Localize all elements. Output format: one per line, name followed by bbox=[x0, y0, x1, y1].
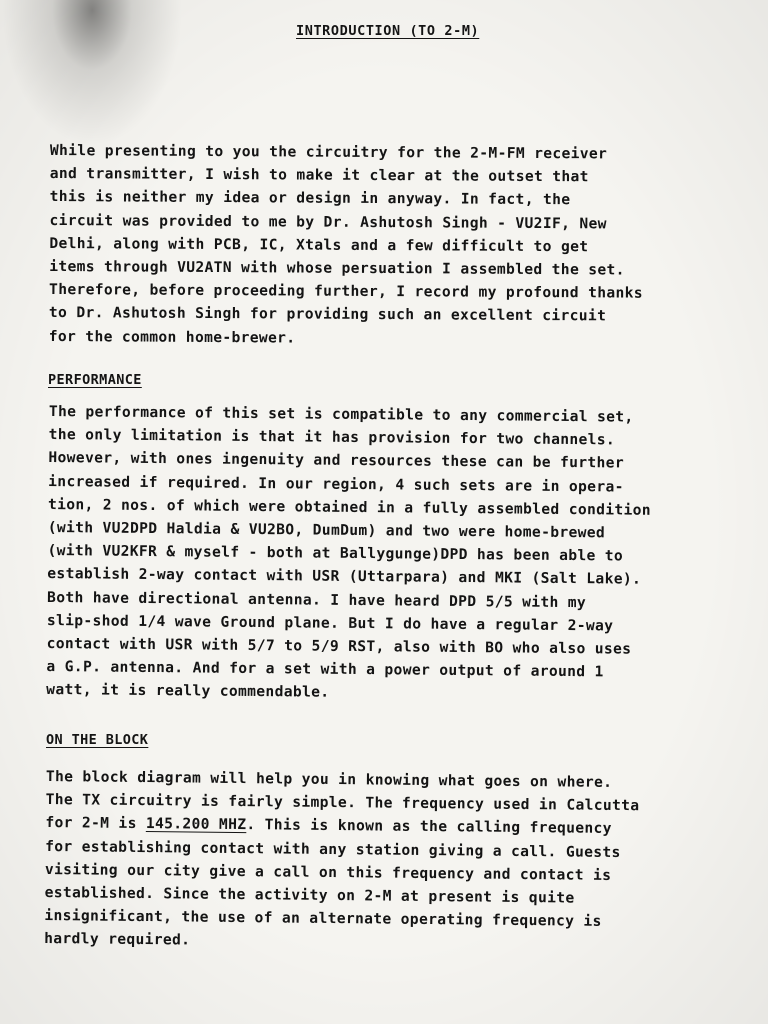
text-line: Delhi, along with PCB, IC, Xtals and a few difficult to get bbox=[49, 234, 589, 256]
text-line: this is neither my idea or design in anyway. In fact, the bbox=[49, 188, 571, 209]
text-line: established. Since the activity on 2-M at present is quite bbox=[44, 884, 575, 907]
page-title: INTRODUCTION (TO 2-M) bbox=[296, 23, 480, 39]
text-line: Both have directional antenna. I have heard DPD 5/5 with my bbox=[47, 588, 587, 611]
text-line: contact with USR with 5/7 to 5/9 RST, also with BO who also uses bbox=[46, 635, 632, 658]
text-segment: for 2-M is bbox=[45, 814, 146, 833]
text-line: the only limitation is that it has provision for two channels. bbox=[48, 426, 616, 449]
text-line: for the common home-brewer. bbox=[48, 327, 296, 347]
text-line: increased if required. In our region, 4 such sets are in opera- bbox=[48, 472, 624, 496]
text-line: items through VU2ATN with whose persuation I assembled the set. bbox=[49, 258, 625, 279]
text-line: While presenting to you the circuitry for the 2-M-FM receiver bbox=[49, 141, 608, 163]
on-the-block-heading: ON THE BLOCK bbox=[46, 732, 149, 748]
text-line: hardly required. bbox=[44, 930, 191, 949]
text-segment: . This is known as the calling frequency bbox=[246, 816, 612, 838]
text-line: and transmitter, I wish to make it clear at the outset that bbox=[49, 165, 589, 186]
text-line: watt, it is really commendable. bbox=[46, 681, 330, 702]
text-line: slip-shod 1/4 wave Ground plane. But I do have a regular 2-way bbox=[46, 611, 614, 635]
text-line: establish 2-way contact with USR (Uttarpara) and MKI (Salt Lake). bbox=[47, 565, 642, 589]
text-line: tion, 2 nos. of which were obtained in a fully assembled condition bbox=[47, 495, 652, 519]
performance-paragraph bbox=[46, 400, 749, 708]
text-line: (with VU2KFR & myself - both at Ballygunge)DPD has been able to bbox=[47, 542, 624, 565]
on-the-block-paragraph bbox=[44, 765, 746, 958]
text-line: for establishing contact with any station giving a call. Guests bbox=[45, 837, 621, 861]
text-line: Therefore, before proceeding further, I record my profound thanks bbox=[49, 281, 643, 302]
text-line: The block diagram will help you in knowing what goes on where. bbox=[45, 767, 613, 791]
text-line: a G.P. antenna. And for a set with a power output of around 1 bbox=[46, 658, 604, 681]
text-line: circuit was provided to me by Dr. Ashutosh Singh - VU2IF, New bbox=[49, 211, 607, 233]
text-line: (with VU2DPD Haldia & VU2BO, DumDum) and two were home-brewed bbox=[47, 519, 606, 542]
intro-paragraph bbox=[49, 139, 750, 352]
performance-heading: PERFORMANCE bbox=[48, 372, 142, 388]
text-line: The performance of this set is compatible to any commercial set, bbox=[48, 402, 634, 426]
text-line: to Dr. Ashutosh Singh for providing such an excellent circuit bbox=[48, 304, 607, 325]
calling-frequency: 145.200 MHZ bbox=[145, 815, 247, 834]
text-line: However, with ones ingenuity and resources these can be further bbox=[48, 449, 625, 472]
text-line: The TX circuitry is fairly simple. The frequency used in Calcutta bbox=[45, 791, 640, 815]
text-line: insignificant, the use of an alternate operating frequency is bbox=[44, 907, 602, 931]
text-line: visiting our city give a call on this frequency and contact is bbox=[44, 860, 612, 884]
